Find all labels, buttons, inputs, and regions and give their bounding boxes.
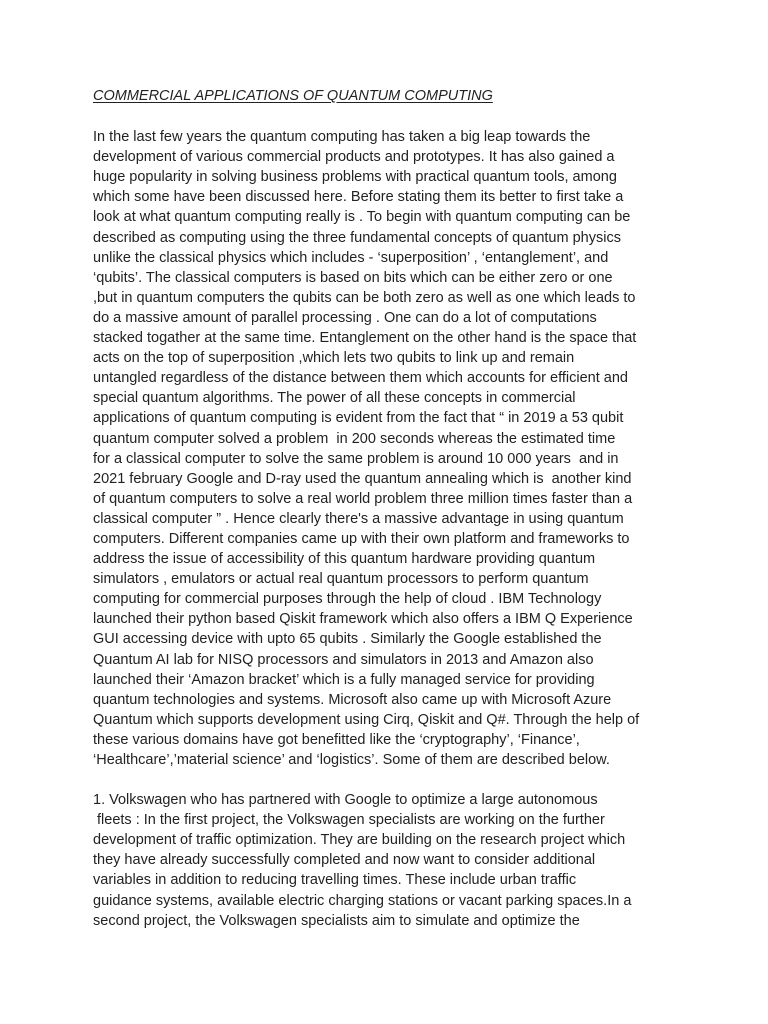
- text-line: variables in addition to reducing travelling times. These include urban traffic: [93, 872, 577, 889]
- paragraph-intro: [93, 127, 713, 770]
- text-line: quantum computer solved a problem in 200 seconds whereas the estimated time: [93, 430, 616, 447]
- text-line: unlike the classical physics which includes - ‘superposition’ , ‘entanglement’, and: [93, 249, 609, 266]
- text-line: Quantum which supports development using Cirq, Qiskit and Q#. Through the help of: [93, 711, 640, 728]
- text-line: classical computer ” . Hence clearly there's a massive advantage in using quantum: [93, 510, 624, 527]
- document-body: [93, 86, 713, 931]
- text-line: development of various commercial products and prototypes. It has also gained a: [93, 149, 615, 166]
- text-line: guidance systems, available electric charging stations or vacant parking spaces.In a: [93, 892, 632, 909]
- text-line: address the issue of accessibility of this quantum hardware providing quantum: [93, 551, 596, 568]
- text-line: quantum technologies and systems. Microsoft also came up with Microsoft Azure: [93, 691, 612, 708]
- text-line: do a massive amount of parallel processing . One can do a lot of computations: [93, 309, 597, 326]
- text-line: second project, the Volkswagen specialists aim to simulate and optimize the: [93, 912, 580, 929]
- text-line: development of traffic optimization. They are building on the research project which: [93, 832, 626, 849]
- text-line: applications of quantum computing is evident from the fact that “ in 2019 a 53 qubit: [93, 410, 624, 427]
- text-line: ‘qubits’. The classical computers is based on bits which can be either zero or one: [93, 269, 613, 286]
- text-line: they have already successfully completed and now want to consider additional: [93, 852, 596, 869]
- text-line: look at what quantum computing really is . To begin with quantum computing can be: [93, 209, 631, 226]
- text-line: GUI accessing device with upto 65 qubits . Similarly the Google established the: [93, 631, 602, 648]
- text-line: 2021 february Google and D-ray used the quantum annealing which is another kind: [93, 470, 632, 487]
- text-line: ,but in quantum computers the qubits can be both zero as well as one which leads to: [93, 289, 636, 306]
- text-line: these various domains have got benefitted like the ‘cryptography’, ‘Finance’,: [93, 731, 580, 748]
- text-line: stacked togather at the same time. Entanglement on the other hand is the space that: [93, 330, 637, 347]
- text-line: which some have been discussed here. Before stating them its better to first take a: [93, 189, 624, 206]
- text-line: launched their ‘Amazon bracket’ which is a fully managed service for providing: [93, 671, 595, 688]
- text-line: computing for commercial purposes through the help of cloud . IBM Technology: [93, 591, 602, 608]
- text-line: In the last few years the quantum computing has taken a big leap towards the: [93, 129, 591, 146]
- text-line: Quantum AI lab for NISQ processors and simulators in 2013 and Amazon also: [93, 651, 594, 668]
- text-line: special quantum algorithms. The power of all these concepts in commercial: [93, 390, 576, 407]
- text-line: huge popularity in solving business problems with practical quantum tools, among: [93, 169, 617, 186]
- text-line: ‘Healthcare’,’material science’ and ‘logistics’. Some of them are described below.: [93, 752, 610, 768]
- text-line: acts on the top of superposition ,which lets two qubits to link up and remain: [93, 350, 575, 367]
- text-line: for a classical computer to solve the same problem is around 10 000 years and in: [93, 450, 619, 467]
- document-title: COMMERCIAL APPLICATIONS OF QUANTUM COMPUTING: [93, 88, 493, 104]
- text-line: simulators , emulators or actual real quantum processors to perform quantum: [93, 571, 589, 588]
- text-line: described as computing using the three fundamental concepts of quantum physics: [93, 229, 621, 246]
- paragraph-volkswagen: [93, 790, 713, 931]
- text-line: computers. Different companies came up with their own platform and frameworks to: [93, 530, 630, 547]
- text-line: 1. Volkswagen who has partnered with Google to optimize a large autonomous: [93, 792, 598, 809]
- text-line: fleets : In the first project, the Volkswagen specialists are working on the further: [93, 812, 605, 829]
- text-line: of quantum computers to solve a real world problem three million times faster than a: [93, 490, 633, 507]
- text-line: untangled regardless of the distance between them which accounts for efficient and: [93, 370, 628, 387]
- text-line: launched their python based Qiskit framework which also offers a IBM Q Experience: [93, 611, 633, 628]
